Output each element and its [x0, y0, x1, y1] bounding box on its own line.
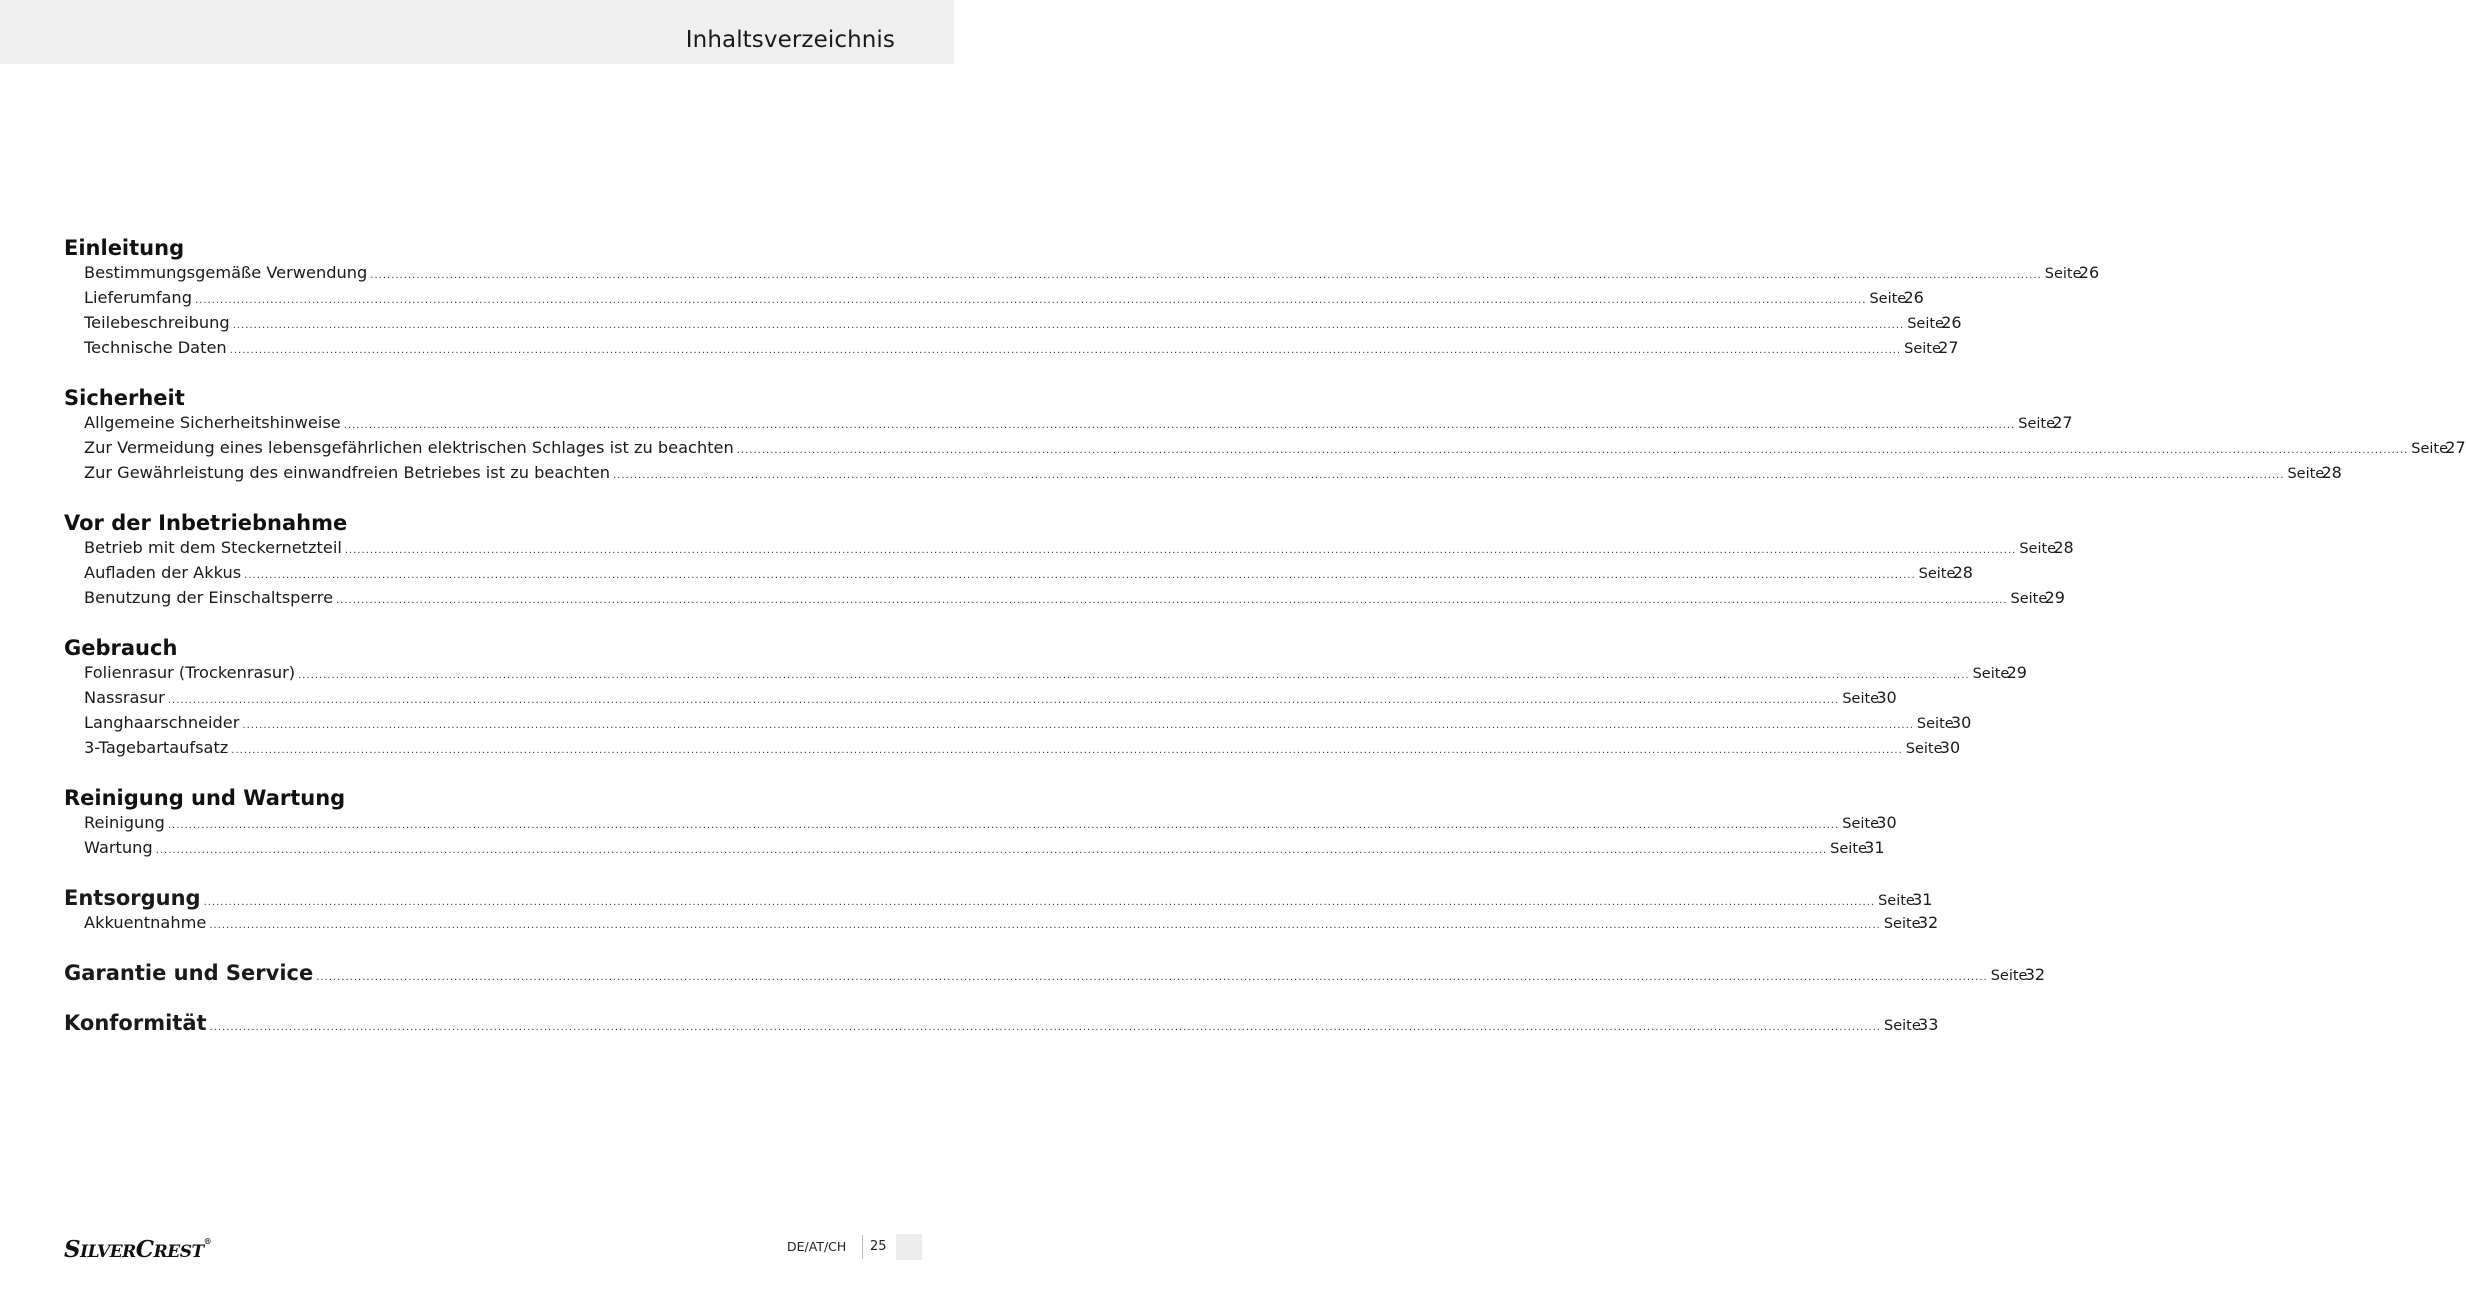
toc-entry[interactable] [84, 437, 2466, 459]
toc-leader-dots: ................................................................................................................................................................................................................................................................................................................................................................................................................ [344, 545, 2017, 556]
toc-entry[interactable] [84, 687, 1897, 709]
page-header [0, 0, 954, 64]
footer-locale: DE/AT/CH [787, 1239, 847, 1254]
toc-seite-label: Seite [2287, 466, 2325, 482]
toc-leader-dots: ................................................................................................................................................................................................................................................................................................................................................................................................................ [736, 445, 2409, 456]
toc-seite-label: Seite [2019, 541, 2057, 557]
toc-seite-label: Seite [1842, 691, 1880, 707]
toc-entry-label: Reinigung [84, 813, 165, 832]
toc-section-row[interactable] [64, 886, 1933, 910]
toc-leader-dots: ................................................................................................................................................................................................................................................................................................................................................................................................................ [244, 570, 1916, 581]
toc-leader-dots: ................................................................................................................................................................................................................................................................................................................................................................................................................ [155, 845, 1828, 856]
toc-seite-label: Seite [1990, 968, 2028, 984]
toc-leader-dots: ................................................................................................................................................................................................................................................................................................................................................................................................................ [343, 420, 2016, 431]
page-title: Inhaltsverzeichnis [685, 27, 895, 53]
toc-seite-label: Seite [1884, 1018, 1921, 1034]
toc-page-number: 26 [1941, 313, 1962, 332]
toc-entry-label: Bestimmungsgemäße Verwendung [84, 263, 368, 282]
toc-leader-dots: ................................................................................................................................................................................................................................................................................................................................................................................................................ [231, 745, 1903, 756]
toc-entry[interactable] [84, 312, 1962, 334]
toc-page-number: 26 [2078, 263, 2100, 282]
toc-page-number: 26 [1903, 288, 1924, 307]
toc-entry[interactable] [84, 837, 1885, 859]
toc-seite-label: Seite [1972, 666, 2010, 682]
toc-section-heading: Vor der Inbetriebnahme [64, 511, 348, 535]
toc-seite-label: Seite [1830, 841, 1867, 857]
toc-seite-label: Seite [2018, 416, 2056, 432]
toc-leader-dots: ................................................................................................................................................................................................................................................................................................................................................................................................................ [229, 345, 1902, 356]
toc-page-number: 29 [2006, 663, 2027, 682]
toc-page-number: 31 [1864, 838, 1885, 857]
toc-seite-label: Seite [2044, 266, 2082, 282]
toc-section-heading: Gebrauch [64, 636, 178, 660]
toc-seite-label: Seite [1878, 893, 1915, 909]
toc-seite-label: Seite [1904, 341, 1941, 357]
toc-section-heading: Sicherheit [64, 386, 185, 410]
toc-page-number: 30 [1939, 738, 1961, 757]
toc-seite-label: Seite [1916, 716, 1954, 732]
toc-entry-label: Langhaarschneider [84, 713, 240, 732]
toc-entry[interactable] [84, 662, 2027, 684]
toc-section-row[interactable] [64, 1011, 1939, 1035]
toc-page-number: 30 [1876, 813, 1897, 832]
toc-leader-dots: ................................................................................................................................................................................................................................................................................................................................................................................................................ [209, 1022, 1882, 1033]
toc-entry[interactable] [84, 912, 1939, 934]
toc-entry-label: Technische Daten [84, 338, 227, 357]
toc-page-number: 27 [2445, 438, 2466, 457]
toc-page-number: 32 [2024, 965, 2046, 984]
toc-section-heading: Reinigung und Wartung [64, 786, 346, 810]
toc-leader-dots: ................................................................................................................................................................................................................................................................................................................................................................................................................ [194, 295, 1867, 306]
toc-entry[interactable] [84, 287, 1924, 309]
toc-page-number: 29 [2044, 588, 2065, 607]
toc-seite-label: Seite [2010, 591, 2048, 607]
toc-seite-label: Seite [1907, 316, 1944, 332]
toc-page-number: 31 [1912, 890, 1933, 909]
toc-entry-label: Allgemeine Sicherheitshinweise [84, 413, 341, 432]
toc-entry[interactable] [84, 587, 2065, 609]
toc-seite-label: Seite [1918, 566, 1956, 582]
footer-page-number: 25 [870, 1239, 887, 1254]
toc-leader-dots: ................................................................................................................................................................................................................................................................................................................................................................................................................ [242, 720, 1914, 731]
toc-page-number: 27 [2052, 413, 2073, 432]
toc-page-number: 28 [1952, 563, 1973, 582]
toc-page-number: 28 [2053, 538, 2074, 557]
toc-entry[interactable] [84, 812, 1897, 834]
toc-entry[interactable] [84, 737, 1961, 759]
toc-section-title: Konformität [64, 1011, 207, 1035]
toc-entry-label: Zur Gewährleistung des einwandfreien Betriebes ist zu beachten [84, 463, 610, 482]
toc-seite-label: Seite [1869, 291, 1907, 307]
toc-entry-label: Teilebeschreibung [84, 313, 230, 332]
toc-entry[interactable] [84, 412, 2073, 434]
toc-seite-label: Seite [1905, 741, 1943, 757]
toc-entry[interactable] [84, 337, 1959, 359]
toc-entry-label: Betrieb mit dem Steckernetzteil [84, 538, 342, 557]
toc-entry[interactable] [84, 462, 2342, 484]
footer-tab-box [896, 1234, 922, 1260]
toc-leader-dots: ................................................................................................................................................................................................................................................................................................................................................................................................................ [298, 670, 1970, 681]
toc-entry-label: Lieferumfang [84, 288, 192, 307]
toc-page-number: 30 [1950, 713, 1972, 732]
toc-entry-label: Zur Vermeidung eines lebensgefährlichen elektrischen Schlages ist zu beachten [84, 438, 734, 457]
toc-leader-dots: ................................................................................................................................................................................................................................................................................................................................................................................................................ [203, 897, 1876, 908]
toc-leader-dots: ................................................................................................................................................................................................................................................................................................................................................................................................................ [167, 820, 1840, 831]
toc-leader-dots: ................................................................................................................................................................................................................................................................................................................................................................................................................ [336, 595, 2008, 606]
toc-leader-dots: ................................................................................................................................................................................................................................................................................................................................................................................................................ [316, 972, 1988, 983]
toc-leader-dots: ................................................................................................................................................................................................................................................................................................................................................................................................................ [612, 470, 2285, 481]
toc-leader-dots: ................................................................................................................................................................................................................................................................................................................................................................................................................ [232, 320, 1905, 331]
toc-entry-label: Benutzung der Einschaltsperre [84, 588, 334, 607]
toc-entry[interactable] [84, 562, 1973, 584]
toc-section-row[interactable] [64, 961, 2046, 985]
toc-page-number: 30 [1876, 688, 1897, 707]
toc-entry-label: Folienrasur (Trockenrasur) [84, 663, 296, 682]
toc-seite-label: Seite [2411, 441, 2449, 457]
toc-section-title: Garantie und Service [64, 961, 314, 985]
silvercrest-logo: SILVERCREST® [64, 1236, 212, 1263]
toc-seite-label: Seite [1883, 916, 1921, 932]
toc-entry-label: Aufladen der Akkus [84, 563, 242, 582]
toc-page-number: 33 [1918, 1015, 1939, 1034]
toc-page-number: 28 [2321, 463, 2342, 482]
toc-entry-label: Nassrasur [84, 688, 165, 707]
toc-entry-label: 3-Tagebartaufsatz [84, 738, 229, 757]
toc-page-number: 27 [1938, 338, 1959, 357]
toc-entry-label: Akkuentnahme [84, 913, 207, 932]
toc-entry[interactable] [84, 712, 1972, 734]
toc-seite-label: Seite [1842, 816, 1880, 832]
toc-entry[interactable] [84, 537, 2074, 559]
toc-section-title: Entsorgung [64, 886, 201, 910]
toc-leader-dots: ................................................................................................................................................................................................................................................................................................................................................................................................................ [370, 270, 2042, 281]
toc-section-heading: Einleitung [64, 236, 185, 260]
toc-leader-dots: ................................................................................................................................................................................................................................................................................................................................................................................................................ [209, 920, 1881, 931]
toc-entry-label: Wartung [84, 838, 153, 857]
toc-entry[interactable] [84, 262, 2100, 284]
footer-divider [862, 1235, 863, 1259]
toc-leader-dots: ................................................................................................................................................................................................................................................................................................................................................................................................................ [167, 695, 1840, 706]
toc-page-number: 32 [1917, 913, 1939, 932]
